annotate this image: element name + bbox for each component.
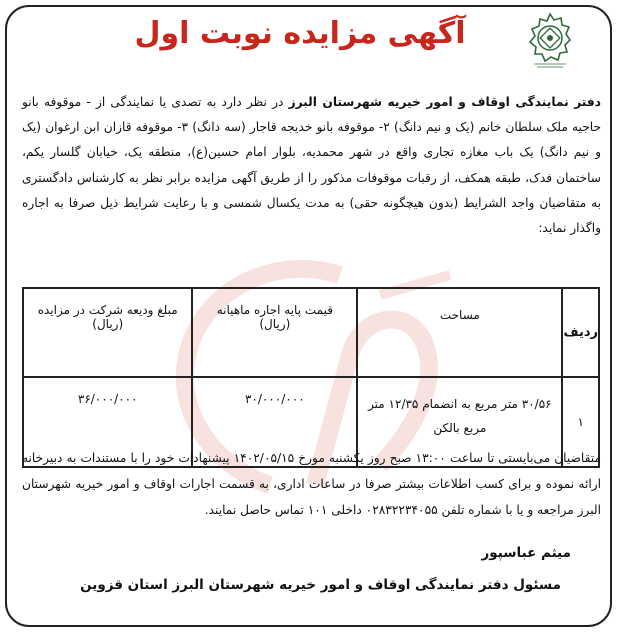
table-header-row xyxy=(23,288,599,377)
signer-office: مسئول دفتر نمایندگی اوقاف و امور خیریه شهرستان البرز استان قزوین xyxy=(80,577,561,593)
intro-body: در نظر دارد به تصدی یا نمایندگی از - موقوفه بانو حاجیه ملک سلطان خانم (یک و نیم دانگ) ۲- موقوفه بانو خدیجه قاجار (سه دانگ) ۳- موقوفه قازان ابن ارغوان (یک و نیم دانگ) یک باب مغازه تجاری واقع در شهر محمدیه، بلوار امام حسین(ع)، منطقه یک، خیابان گلسار یکم، ساختمان فدک، طبقه همکف، از رقبات موقوفات مذکور را از طریق آگهی مزایده برابر نظر به کارشناس دادگستری به متقاضیان واجد الشرایط (بدون هیچگونه حقی) به مدت یکسال شمسی و با رعایت شرایط ذیل صرفا به اجاره واگذار نماید: xyxy=(22,95,602,236)
header-deposit: مبلغ ودیعه شرکت در مزایده (ریال) xyxy=(23,288,192,377)
signer-name: میثم عباسپور xyxy=(481,545,571,561)
cell-deposit: ۳۶/۰۰۰/۰۰۰ xyxy=(23,377,192,467)
header-area: مساحت xyxy=(357,288,562,377)
cell-row-number: ۱ xyxy=(562,377,599,467)
header-monthly-rent: قیمت پایه اجاره ماهیانه (ریال) xyxy=(192,288,357,377)
notice-paragraph: متقاضیان می‌بایستی تا ساعت ۱۳:۰۰ صبح روز یکشنبه مورخ ۱۴۰۲/۰۵/۱۵ پیشنهادات خود را با مستندات به دبیرخانه ارائه نموده و برای کسب اطلاعات بیشتر صرفا در ساعات اداری، به قسمت اجارات اوقاف و امور خیریه شهرستان البرز مراجعه و یا با شماره تلفن ۰۲۸۳۲۲۳۴۰۵۵ داخلی ۱۰۱ تماس حاصل نمایند. xyxy=(22,451,601,517)
auction-table xyxy=(22,287,600,468)
page-title: آگهی مزایده نوبت اول xyxy=(134,16,466,51)
endowment-logo xyxy=(528,12,572,68)
office-name: دفتر نمایندگی اوقاف و امور خیریه شهرستان البرز xyxy=(288,95,601,109)
cell-area: ۳۰/۵۶ متر مربع به انضمام ۱۲/۳۵ متر مربع بالکن xyxy=(357,377,562,467)
intro-paragraph xyxy=(22,90,601,241)
header-row-number: ردیف xyxy=(562,288,599,377)
cell-monthly-rent: ۳۰/۰۰۰/۰۰۰ xyxy=(192,377,357,467)
